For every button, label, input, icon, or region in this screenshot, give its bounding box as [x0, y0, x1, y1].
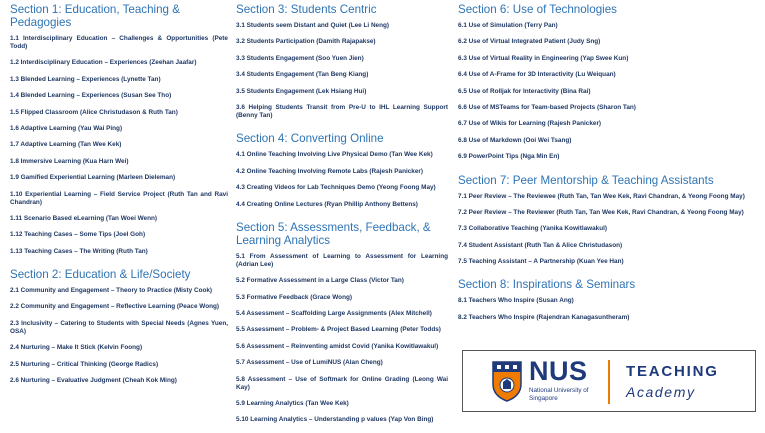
section-3	[236, 3, 448, 120]
section-1	[10, 3, 228, 256]
item-6-3[interactable]: 6.3 Use of Virtual Reality in Engineering (Yap Swee Kun)	[458, 54, 629, 62]
item-3-6[interactable]: 3.6 Helping Students Transit from Pre-U to IHL Learning Support (Benny Tan)	[236, 103, 448, 119]
item-1-3[interactable]: 1.3 Blended Learning – Experiences (Lynette Tan)	[10, 75, 161, 83]
item-4-1[interactable]: 4.1 Online Teaching Involving Live Physical Demo (Tan Wee Kek)	[236, 151, 433, 159]
item-7-2[interactable]: 7.2 Peer Review – The Reviewer (Ruth Tan, Tan Wee Kek, Ravi Chandran, & Yeong Foong May)	[458, 208, 744, 216]
section-1-title: Section 1: Education, Teaching & Pedagogies	[10, 3, 180, 29]
item-5-8[interactable]: 5.8 Assessment – Use of Softmark for Online Grading (Leong Wai Kay)	[236, 375, 448, 391]
item-1-10[interactable]: 1.10 Experiential Learning – Field Service Project (Ruth Tan and Ravi Chandran)	[10, 190, 228, 206]
item-7-3[interactable]: 7.3 Collaborative Teaching (Yanika Kowitlawakul)	[458, 225, 608, 233]
item-4-3[interactable]: 4.3 Creating Videos for Lab Techniques Demo (Yeong Foong May)	[236, 184, 436, 192]
item-5-10[interactable]: 5.10 Learning Analytics – Understanding p values (Yap Von Bing)	[236, 416, 434, 424]
item-3-4[interactable]: 3.4 Students Engagement (Tan Beng Kiang)	[236, 71, 369, 79]
item-5-7[interactable]: 5.7 Assessment – Use of LumiNUS (Alan Cheng)	[236, 359, 383, 367]
item-5-3[interactable]: 5.3 Formative Feedback (Grace Wong)	[236, 293, 353, 301]
item-5-5[interactable]: 5.5 Assessment – Problem- & Project Based Learning (Peter Todds)	[236, 326, 441, 334]
item-1-9[interactable]: 1.9 Gamified Experiential Learning (Marleen Dieleman)	[10, 174, 176, 182]
item-5-4[interactable]: 5.4 Assessment – Scaffolding Large Assignments (Alex Mitchell)	[236, 310, 432, 318]
nus-subtitle: National University of Singapore	[529, 387, 589, 402]
nus-wordmark: NUS	[529, 356, 588, 386]
item-2-4[interactable]: 2.4 Nurturing – Make It Stick (Kelvin Foong)	[10, 344, 143, 352]
item-1-2[interactable]: 1.2 Interdisciplinary Education – Experiences (Zeehan Jaafar)	[10, 59, 197, 67]
item-1-5[interactable]: 1.5 Flipped Classroom (Alice Christudason & Ruth Tan)	[10, 108, 178, 116]
section-8-title: Section 8: Inspirations & Seminars	[458, 278, 636, 292]
item-6-9[interactable]: 6.9 PowerPoint Tips (Nga Min En)	[458, 153, 560, 161]
item-5-6[interactable]: 5.6 Assessment – Reinventing amidst Covid (Yanika Kowitlawakul)	[236, 342, 439, 350]
item-2-2[interactable]: 2.2 Community and Engagement – Reflective Learning (Peace Wong)	[10, 303, 220, 311]
item-1-12[interactable]: 1.12 Teaching Cases – Some Tips (Joel Goh)	[10, 231, 146, 239]
item-5-2[interactable]: 5.2 Formative Assessment in a Large Class (Victor Tan)	[236, 277, 404, 285]
item-6-2[interactable]: 6.2 Use of Virtual Integrated Patient (Judy Sng)	[458, 38, 601, 46]
item-5-9[interactable]: 5.9 Learning Analytics (Tan Wee Kek)	[236, 400, 349, 408]
item-1-1[interactable]: 1.1 Interdisciplinary Education – Challenges & Opportunities (Pete Todd)	[10, 35, 228, 50]
item-1-8[interactable]: 1.8 Immersive Learning (Kua Harn Wei)	[10, 157, 129, 165]
column-3	[458, 3, 758, 330]
item-7-1[interactable]: 7.1 Peer Review – The Reviewee (Ruth Tan, Tan Wee Kek, Ravi Chandran, & Yeong Foong May)	[458, 192, 745, 200]
section-2-title: Section 2: Education & Life/Society	[10, 268, 191, 282]
teaching-word: TEACHING	[626, 363, 719, 380]
section-4	[236, 132, 448, 208]
item-6-4[interactable]: 6.4 Use of A-Frame for 3D Interactivity (Lu Weiquan)	[458, 71, 616, 79]
section-5-title: Section 5: Assessments, Feedback, & Learning Analytics	[236, 220, 431, 247]
item-3-5[interactable]: 3.5 Students Engagement (Lek Hsiang Hui)	[236, 87, 367, 95]
item-4-4[interactable]: 4.4 Creating Online Lectures (Ryan Phillip Anthony Bettens)	[236, 200, 418, 208]
section-8	[458, 278, 758, 321]
item-6-8[interactable]: 6.8 Use of Markdown (Ooi Wei Tsang)	[458, 136, 572, 144]
section-7	[458, 174, 758, 267]
item-1-7[interactable]: 1.7 Adaptive Learning (Tan Wee Kek)	[10, 141, 122, 149]
item-1-6[interactable]: 1.6 Adaptive Learning (Yau Wai Ping)	[10, 124, 123, 132]
item-1-13[interactable]: 1.13 Teaching Cases – The Writing (Ruth Tan)	[10, 247, 148, 255]
item-6-1[interactable]: 6.1 Use of Simulation (Terry Pan)	[458, 22, 558, 29]
item-8-2[interactable]: 8.2 Teachers Who Inspire (Rajendran Kanagasuntheram)	[458, 313, 630, 321]
logo-divider	[608, 360, 610, 404]
column-2	[236, 3, 448, 433]
item-7-4[interactable]: 7.4 Student Assistant (Ruth Tan & Alice Christudason)	[458, 241, 623, 249]
section-6	[458, 3, 758, 161]
academy-word: Academy	[626, 384, 696, 400]
item-1-4[interactable]: 1.4 Blended Learning – Experiences (Susan See Tho)	[10, 92, 172, 100]
item-2-1[interactable]: 2.1 Community and Engagement – Theory to Practice (Misty Cook)	[10, 287, 213, 295]
item-3-3[interactable]: 3.3 Students Engagement (Soo Yuen Jien)	[236, 54, 364, 62]
item-1-11[interactable]: 1.11 Scenario Based eLearning (Tan Woei Wenn)	[10, 214, 158, 222]
item-2-5[interactable]: 2.5 Nurturing – Critical Thinking (George Radics)	[10, 360, 159, 368]
item-6-5[interactable]: 6.5 Use of Rolljak for Interactivity (Bina Rai)	[458, 87, 591, 95]
item-3-2[interactable]: 3.2 Students Participation (Damith Rajapakse)	[236, 38, 376, 46]
item-3-1[interactable]: 3.1 Students seem Distant and Quiet (Lee Li Neng)	[236, 22, 390, 29]
nus-teaching-academy-logo	[462, 350, 756, 412]
section-5	[236, 221, 448, 425]
item-8-1[interactable]: 8.1 Teachers Who Inspire (Susan Ang)	[458, 297, 574, 305]
item-6-6[interactable]: 6.6 Use of MSTeams for Team-based Projects (Sharon Tan)	[458, 103, 636, 111]
item-5-1[interactable]: 5.1 From Assessment of Learning to Assessment for Learning (Adrian Lee)	[236, 252, 448, 268]
section-4-title: Section 4: Converting Online	[236, 132, 384, 146]
section-2	[10, 268, 228, 385]
item-6-7[interactable]: 6.7 Use of Wikis for Learning (Rajesh Panicker)	[458, 120, 602, 128]
section-3-title: Section 3: Students Centric	[236, 3, 377, 16]
section-6-title: Section 6: Use of Technologies	[458, 3, 617, 16]
nus-crest-icon	[491, 360, 523, 402]
item-7-5[interactable]: 7.5 Teaching Assistant – A Partnership (Kuan Yee Han)	[458, 258, 624, 266]
section-7-title: Section 7: Peer Mentorship & Teaching Assistants	[458, 173, 714, 187]
item-2-6[interactable]: 2.6 Nurturing – Evaluative Judgment (Cheah Kok Ming)	[10, 377, 177, 385]
column-1	[10, 3, 228, 393]
item-2-3[interactable]: 2.3 Inclusivity – Catering to Students with Special Needs (Agnes Yuen, OSA)	[10, 319, 228, 335]
item-4-2[interactable]: 4.2 Online Teaching Involving Remote Labs (Rajesh Panicker)	[236, 167, 424, 175]
